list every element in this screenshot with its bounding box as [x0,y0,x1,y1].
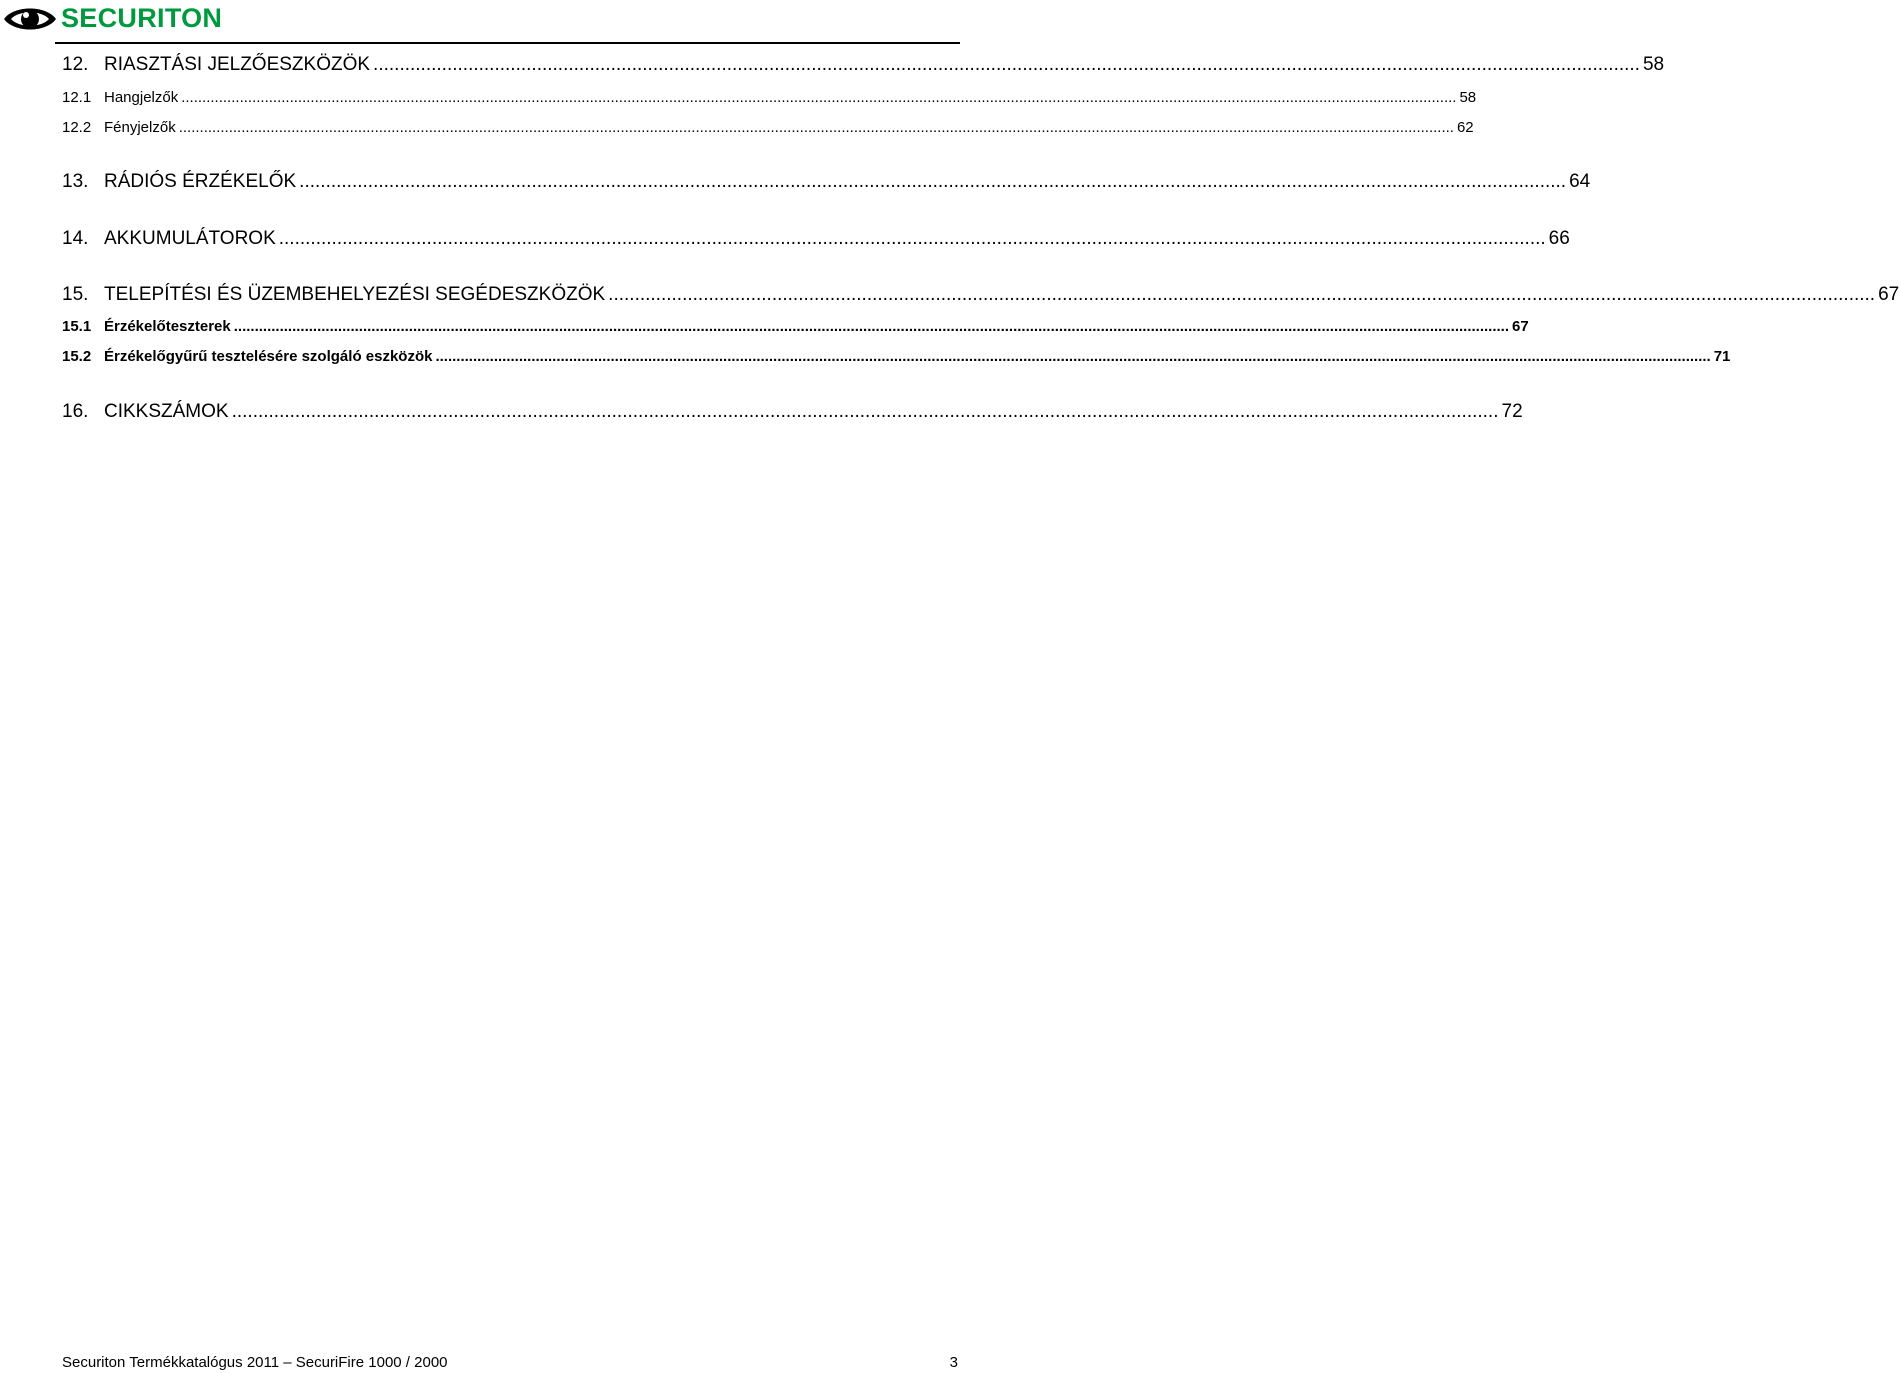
toc-number: 15. [62,284,89,305]
toc-number: 12.2 [62,119,92,136]
toc-entry-12-2[interactable] [62,119,1474,136]
toc-number: 16. [62,401,89,422]
toc-title: TELEPÍTÉSI ÉS ÜZEMBEHELYEZÉSI SEGÉDESZKÖZÖK [104,284,606,305]
toc-title: RIASZTÁSI JELZŐESZKÖZÖK [104,54,371,75]
toc-page: 72 [1501,401,1523,422]
toc-title: Fényjelzők [104,119,176,136]
toc-page: 67 [1512,318,1529,335]
toc-title: CIKKSZÁMOK [104,401,229,422]
toc-leader: ................................................................................................................................................................................................................................................ [278,228,1546,249]
toc-page: 58 [1459,89,1477,106]
toc-page: 67 [1878,284,1899,305]
toc-number: 14. [62,228,89,249]
footer-title: Securiton Termékkatalógus 2011 – SecuriFire 1000 / 2000 [62,1354,448,1371]
toc-entry-16[interactable] [62,401,1523,423]
toc-leader: .................................................................................................................................................................................................................................................................................................................. [233,318,1509,335]
toc-title: RÁDIÓS ÉRZÉKELŐK [104,171,297,192]
toc-title: AKKUMULÁTOROK [104,228,276,249]
footer-page-number: 3 [949,1354,958,1371]
toc-number: 15.1 [62,318,92,335]
toc-leader: ................................................................................................................................................................................................................................................ [299,171,1567,192]
toc-number: 12. [62,54,89,75]
toc-page: 62 [1456,119,1474,136]
brand-logo-text: SECURITON [61,3,223,33]
toc-entry-12-1[interactable] [62,89,1477,106]
toc-number: 15.2 [62,348,92,365]
toc-number: 13. [62,171,89,192]
toc-leader: .................................................................................................................................................................................................................................................................................................................. [181,89,1457,106]
eye-icon [2,2,58,34]
toc-leader: ................................................................................................................................................................................................................................................ [608,284,1876,305]
header-rule [55,42,960,44]
toc-entry-14[interactable] [62,228,1570,250]
toc-leader: ................................................................................................................................................................................................................................................ [373,54,1640,75]
toc-page: 58 [1642,54,1665,75]
toc-title: Hangjelzők [104,89,179,106]
toc-page: 66 [1548,228,1570,249]
toc-number: 12.1 [62,89,92,106]
page-header [0,0,960,46]
toc-leader: .................................................................................................................................................................................................................................................................................................................. [435,348,1711,365]
toc-entry-15-2[interactable] [62,348,1731,365]
toc-entry-12[interactable] [62,54,1665,76]
toc-title: Érzékelőteszterek [104,318,231,335]
toc-title: Érzékelőgyűrű tesztelésére szolgáló eszközök [104,348,433,365]
toc-leader: .................................................................................................................................................................................................................................................................................................................. [178,119,1454,136]
toc-entry-13[interactable] [62,171,1591,193]
toc-entry-15[interactable] [62,284,1899,306]
toc-page: 64 [1569,171,1591,192]
toc-leader: ................................................................................................................................................................................................................................................ [231,401,1499,422]
toc-page: 71 [1713,348,1731,365]
toc-entry-15-1[interactable] [62,318,1529,335]
